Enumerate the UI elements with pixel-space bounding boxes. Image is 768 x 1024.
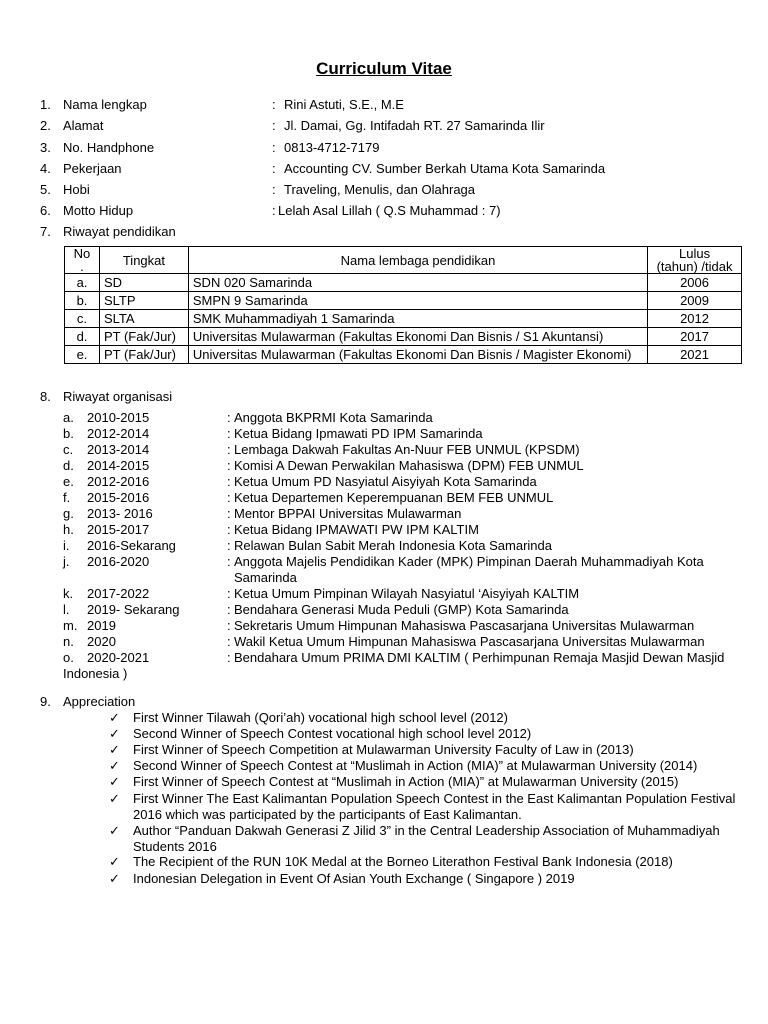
cell-nama: Universitas Mulawarman (Fakultas Ekonomi Dan Bisnis / Magister Ekonomi) (188, 346, 647, 364)
cell-no: e. (65, 346, 100, 364)
list-item (0, 522, 768, 538)
checkmark-icon: ✓ (109, 774, 120, 789)
item-letter: g. (63, 506, 74, 521)
item-letter: k. (63, 586, 74, 601)
cell-lulus: 2017 (648, 328, 742, 346)
item-year: 2020 (87, 634, 116, 649)
checkmark-icon: ✓ (109, 758, 120, 773)
item-text: Ketua Bidang IPMAWATI PW IPM KALTIM (234, 522, 479, 537)
cell-no: d. (65, 328, 100, 346)
list-item (0, 426, 768, 442)
cell-nama: SMK Muhammadiyah 1 Samarinda (188, 310, 647, 328)
colon: : (272, 97, 276, 112)
field-value: Traveling, Menulis, dan Olahraga (284, 182, 476, 197)
item-text: Bendahara Generasi Muda Peduli (GMP) Kota Samarinda (234, 602, 569, 617)
cell-lulus: 2012 (648, 310, 742, 328)
item-number: 8. (40, 389, 51, 404)
table-row (65, 292, 742, 310)
table-row (65, 274, 742, 292)
item-number: 9. (40, 694, 51, 709)
colon: : (227, 538, 231, 553)
personal-row-hobby (0, 181, 768, 199)
field-label: Motto Hidup (63, 203, 134, 218)
item-text: Anggota Majelis Pendidikan Kader (MPK) Pimpinan Daerah Muhammadiyah Kota (234, 554, 704, 569)
item-year: 2019- Sekarang (87, 602, 180, 617)
item-letter: j. (63, 554, 70, 569)
item-number: 4. (40, 161, 51, 176)
item-text: Anggota BKPRMI Kota Samarinda (234, 410, 433, 425)
colon: : (227, 618, 231, 633)
item-number: 3. (40, 140, 51, 155)
appreciation-heading-row (0, 693, 768, 711)
item-text: Komisi A Dewan Perwakilan Mahasiswa (DPM) FEB UNMUL (234, 458, 584, 473)
list-item (0, 538, 768, 554)
checkmark-icon: ✓ (109, 710, 120, 725)
field-label: Alamat (63, 118, 104, 133)
item-number: 6. (40, 203, 51, 218)
colon: : (227, 458, 231, 473)
item-letter: i. (63, 538, 70, 553)
item-text: Second Winner of Speech Contest at “Muslimah in Action (MIA)” at Mulawarman University (2014) (133, 758, 698, 773)
item-year: 2016-2020 (87, 554, 150, 569)
item-letter: c. (63, 442, 74, 457)
field-value: Jl. Damai, Gg. Intifadah RT. 27 Samarinda Ilir (284, 118, 545, 133)
table-row (65, 346, 742, 364)
item-text: First Winner of Speech Competition at Mulawarman University Faculty of Law in (2013) (133, 742, 634, 757)
checkmark-icon: ✓ (109, 726, 120, 741)
personal-row-motto (0, 202, 768, 220)
field-value: Rini Astuti, S.E., M.E (284, 97, 404, 112)
colon: : (227, 410, 231, 425)
item-year: 2010-2015 (87, 410, 150, 425)
header-no-line1: No (73, 246, 91, 261)
item-letter: o. (63, 650, 74, 665)
list-item (0, 458, 768, 474)
colon: : (272, 182, 276, 197)
item-year: 2017-2022 (87, 586, 150, 601)
field-value: 0813-4712-7179 (284, 140, 380, 155)
item-text: Second Winner of Speech Contest vocational high school level 2012) (133, 726, 532, 741)
list-item (0, 634, 768, 650)
list-item (0, 506, 768, 522)
item-text: Ketua Umum PD Nasyiatul Aisyiyah Kota Samarinda (234, 474, 537, 489)
cell-tingkat: PT (Fak/Jur) (99, 346, 188, 364)
item-year: 2012-2016 (87, 474, 150, 489)
colon: : (227, 650, 231, 665)
colon: : (227, 522, 231, 537)
cell-no: b. (65, 292, 100, 310)
item-text: First Winner of Speech Contest at “Muslimah in Action (MIA)” at Mulawarman University (2015) (133, 774, 679, 789)
cell-tingkat: SLTA (99, 310, 188, 328)
checkmark-icon: ✓ (109, 854, 120, 869)
header-lulus-line2: (tahun) /tidak (656, 259, 733, 274)
colon: : (272, 203, 276, 218)
item-letter: f. (63, 490, 71, 505)
item-number: 7. (40, 224, 51, 239)
checkmark-icon: ✓ (109, 823, 120, 838)
item-year: 2016-Sekarang (87, 538, 176, 553)
cell-nama: Universitas Mulawarman (Fakultas Ekonomi Dan Bisnis / S1 Akuntansi) (188, 328, 647, 346)
table-header-row (65, 247, 742, 274)
list-item (0, 410, 768, 426)
personal-row-address (0, 117, 768, 135)
list-item-continuation (0, 666, 768, 682)
item-text: Ketua Departemen Keperempuanan BEM FEB UNMUL (234, 490, 554, 505)
checkmark-icon: ✓ (109, 791, 120, 806)
checkmark-icon: ✓ (109, 871, 120, 886)
colon: : (227, 426, 231, 441)
cell-lulus: 2009 (648, 292, 742, 310)
item-letter: l. (63, 602, 70, 617)
item-year: 2015-2017 (87, 522, 150, 537)
header-nama: Nama lembaga pendidikan (188, 247, 647, 274)
item-number: 1. (40, 97, 51, 112)
item-letter: b. (63, 426, 74, 441)
colon: : (272, 161, 276, 176)
item-text: Ketua Umum Pimpinan Wilayah Nasyiatul ‘Aisyiyah KALTIM (234, 586, 580, 601)
colon: : (227, 554, 231, 569)
header-lulus (648, 247, 742, 274)
header-no (65, 247, 100, 274)
cell-no: c. (65, 310, 100, 328)
list-item (0, 650, 768, 666)
header-tingkat: Tingkat (99, 247, 188, 274)
field-label: Nama lengkap (63, 97, 147, 112)
colon: : (272, 140, 276, 155)
field-label: Hobi (63, 182, 90, 197)
item-text-continued: Samarinda (234, 570, 297, 585)
field-label: Pekerjaan (63, 161, 122, 176)
item-letter: e. (63, 474, 74, 489)
item-text-continued: Indonesia ) (63, 666, 128, 681)
document-title: Curriculum Vitae (316, 59, 452, 78)
item-text: Mentor BPPAI Universitas Mulawarman (234, 506, 462, 521)
colon: : (227, 490, 231, 505)
cell-no: a. (65, 274, 100, 292)
list-item (0, 490, 768, 506)
list-item (0, 474, 768, 490)
field-value: Accounting CV. Sumber Berkah Utama Kota Samarinda (284, 161, 606, 176)
header-lulus-line1: Lulus (678, 246, 711, 261)
item-year: 2013- 2016 (87, 506, 153, 521)
cell-tingkat: SLTP (99, 292, 188, 310)
cell-nama: SMPN 9 Samarinda (188, 292, 647, 310)
item-text: Relawan Bulan Sabit Merah Indonesia Kota Samarinda (234, 538, 552, 553)
section-heading: Riwayat organisasi (63, 389, 173, 404)
item-year: 2020-2021 (87, 650, 150, 665)
item-letter: m. (63, 618, 78, 633)
organization-heading-row (0, 388, 768, 406)
colon: : (227, 442, 231, 457)
field-value: Lelah Asal Lillah ( Q.S Muhammad : 7) (278, 203, 501, 218)
colon: : (227, 506, 231, 521)
item-text: The Recipient of the RUN 10K Medal at the Borneo Literathon Festival Bank Indonesia (2018) (133, 854, 673, 869)
item-text: First Winner Tilawah (Qori’ah) vocational high school level (2012) (133, 710, 508, 725)
education-table (64, 246, 742, 364)
section-heading: Riwayat pendidikan (63, 224, 176, 239)
item-text: Ketua Bidang Ipmawati PD IPM Samarinda (234, 426, 483, 441)
item-letter: h. (63, 522, 74, 537)
table-row (65, 310, 742, 328)
item-text: First Winner The East Kalimantan Population Speech Contest in the East Kalimantan Population Festival 2016 which was participated by the participants of East Kalimantan. (133, 791, 736, 822)
item-text: Bendahara Umum PRIMA DMI KALTIM ( Perhimpunan Remaja Masjid Dewan Masjid (234, 650, 725, 665)
colon: : (227, 634, 231, 649)
cell-lulus: 2021 (648, 346, 742, 364)
list-item (0, 618, 768, 634)
list-item-continuation (0, 570, 768, 586)
cell-lulus: 2006 (648, 274, 742, 292)
colon: : (227, 602, 231, 617)
cell-tingkat: PT (Fak/Jur) (99, 328, 188, 346)
item-letter: a. (63, 410, 74, 425)
cell-nama: SDN 020 Samarinda (188, 274, 647, 292)
field-label: No. Handphone (63, 140, 155, 155)
table-row (65, 328, 742, 346)
item-year: 2014-2015 (87, 458, 150, 473)
list-item (0, 602, 768, 618)
education-heading-row (0, 223, 768, 241)
list-item (0, 586, 768, 602)
personal-row-job (0, 160, 768, 178)
personal-row-name (0, 96, 768, 114)
colon: : (272, 118, 276, 133)
item-number: 2. (40, 118, 51, 133)
header-no-line2: . (80, 259, 84, 274)
list-item (0, 554, 768, 570)
cell-tingkat: SD (99, 274, 188, 292)
item-year: 2012-2014 (87, 426, 150, 441)
item-text: Sekretaris Umum Himpunan Mahasiswa Pascasarjana Universitas Mulawarman (234, 618, 695, 633)
item-year: 2019 (87, 618, 116, 633)
list-item (0, 442, 768, 458)
personal-row-phone (0, 139, 768, 157)
item-text: Author “Panduan Dakwah Generasi Z Jilid 3” in the Central Leadership Association of Muhammadiyah Students 2016 (133, 823, 720, 854)
item-year: 2013-2014 (87, 442, 150, 457)
section-heading: Appreciation (63, 694, 136, 709)
item-year: 2015-2016 (87, 490, 150, 505)
item-text: Indonesian Delegation in Event Of Asian Youth Exchange ( Singapore ) 2019 (133, 871, 575, 886)
colon: : (227, 586, 231, 601)
item-text: Wakil Ketua Umum Himpunan Mahasiswa Pascasarjana Universitas Mulawarman (234, 634, 705, 649)
item-text: Lembaga Dakwah Fakultas An-Nuur FEB UNMUL (KPSDM) (234, 442, 580, 457)
colon: : (227, 474, 231, 489)
item-letter: d. (63, 458, 74, 473)
checkmark-icon: ✓ (109, 742, 120, 757)
item-letter: n. (63, 634, 74, 649)
item-number: 5. (40, 182, 51, 197)
